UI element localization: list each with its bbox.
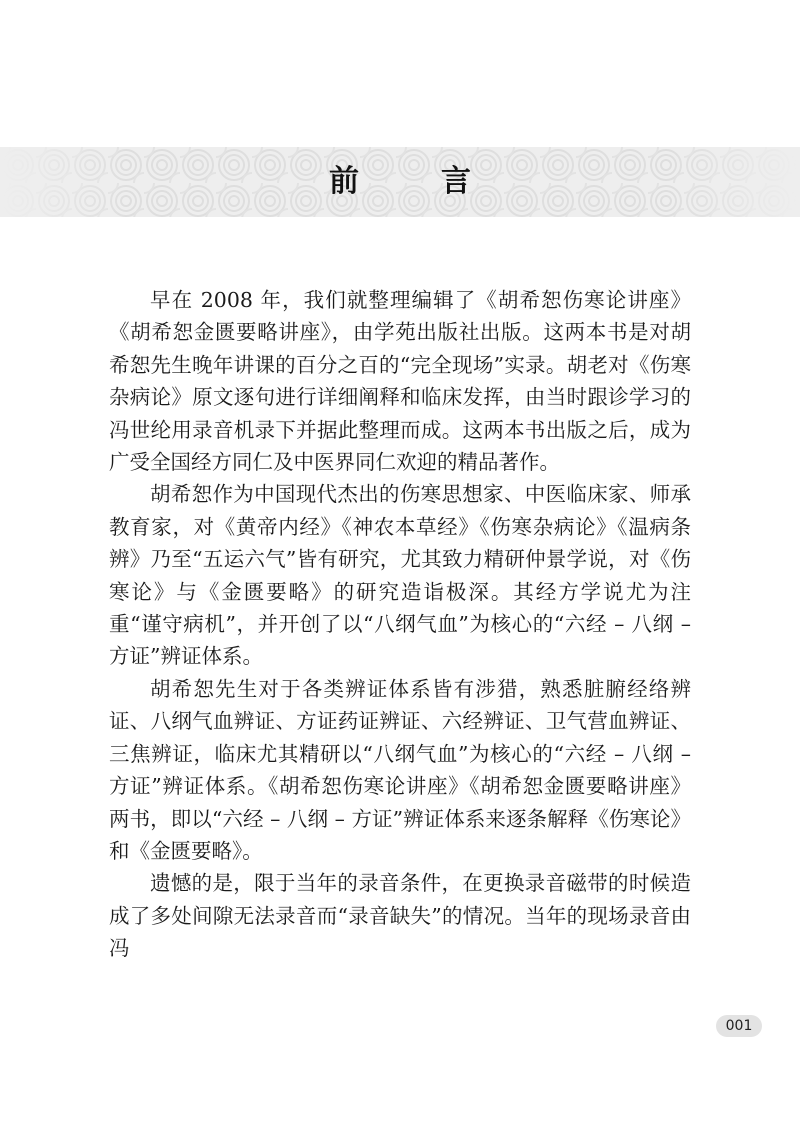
page-title: 前 言 (329, 164, 497, 199)
title-band (0, 147, 800, 217)
paragraph-2: 胡希恕作为中国现代杰出的伤寒思想家、中医临床家、师承教育家，对《黄帝内经》《神农本草经》《伤寒杂病论》《温病条辨》乃至“五运六气”皆有研究，尤其致力精研仲景学说，对《伤寒论》与《金匮要略》的研究造诣极深。其经方学说尤为注重“谨守病机”，并开创了以“八纲气血”为核心的“六经 – 八纲 – 方证”辨证体系。 (109, 482, 691, 669)
paragraph-1: 早在 2008 年，我们就整理编辑了《胡希恕伤寒论讲座》《胡希恕金匮要略讲座》，由学苑出版社出版。这两本书是对胡希恕先生晚年讲课的百分之百的“完全现场”实录。胡老对《伤寒杂病论》原文逐句进行详细阐释和临床发挥，由当时跟诊学习的冯世纶用录音机录下并据此整理而成。这两本书出版之后，成为广受全国经方同仁及中医界同仁欢迎的精品著作。 (109, 288, 691, 475)
page-number-badge: 001 (716, 1015, 762, 1037)
body-text (109, 284, 691, 965)
paragraph-4: 遗憾的是，限于当年的录音条件，在更换录音磁带的时候造成了多处间隙无法录音而“录音缺失”的情况。当年的现场录音由冯 (109, 871, 691, 961)
paragraph-3: 胡希恕先生对于各类辨证体系皆有涉猎，熟悉脏腑经络辨证、八纲气血辨证、方证药证辨证、六经辨证、卫气营血辨证、三焦辨证，临床尤其精研以“八纲气血”为核心的“六经 – 八纲 – 方证”辨证体系。《胡希恕伤寒论讲座》《胡希恕金匮要略讲座》两书，即以“六经 – 八纲 – 方证”辨证体系来逐条解释《伤寒论》和《金匮要略》。 (109, 676, 691, 863)
